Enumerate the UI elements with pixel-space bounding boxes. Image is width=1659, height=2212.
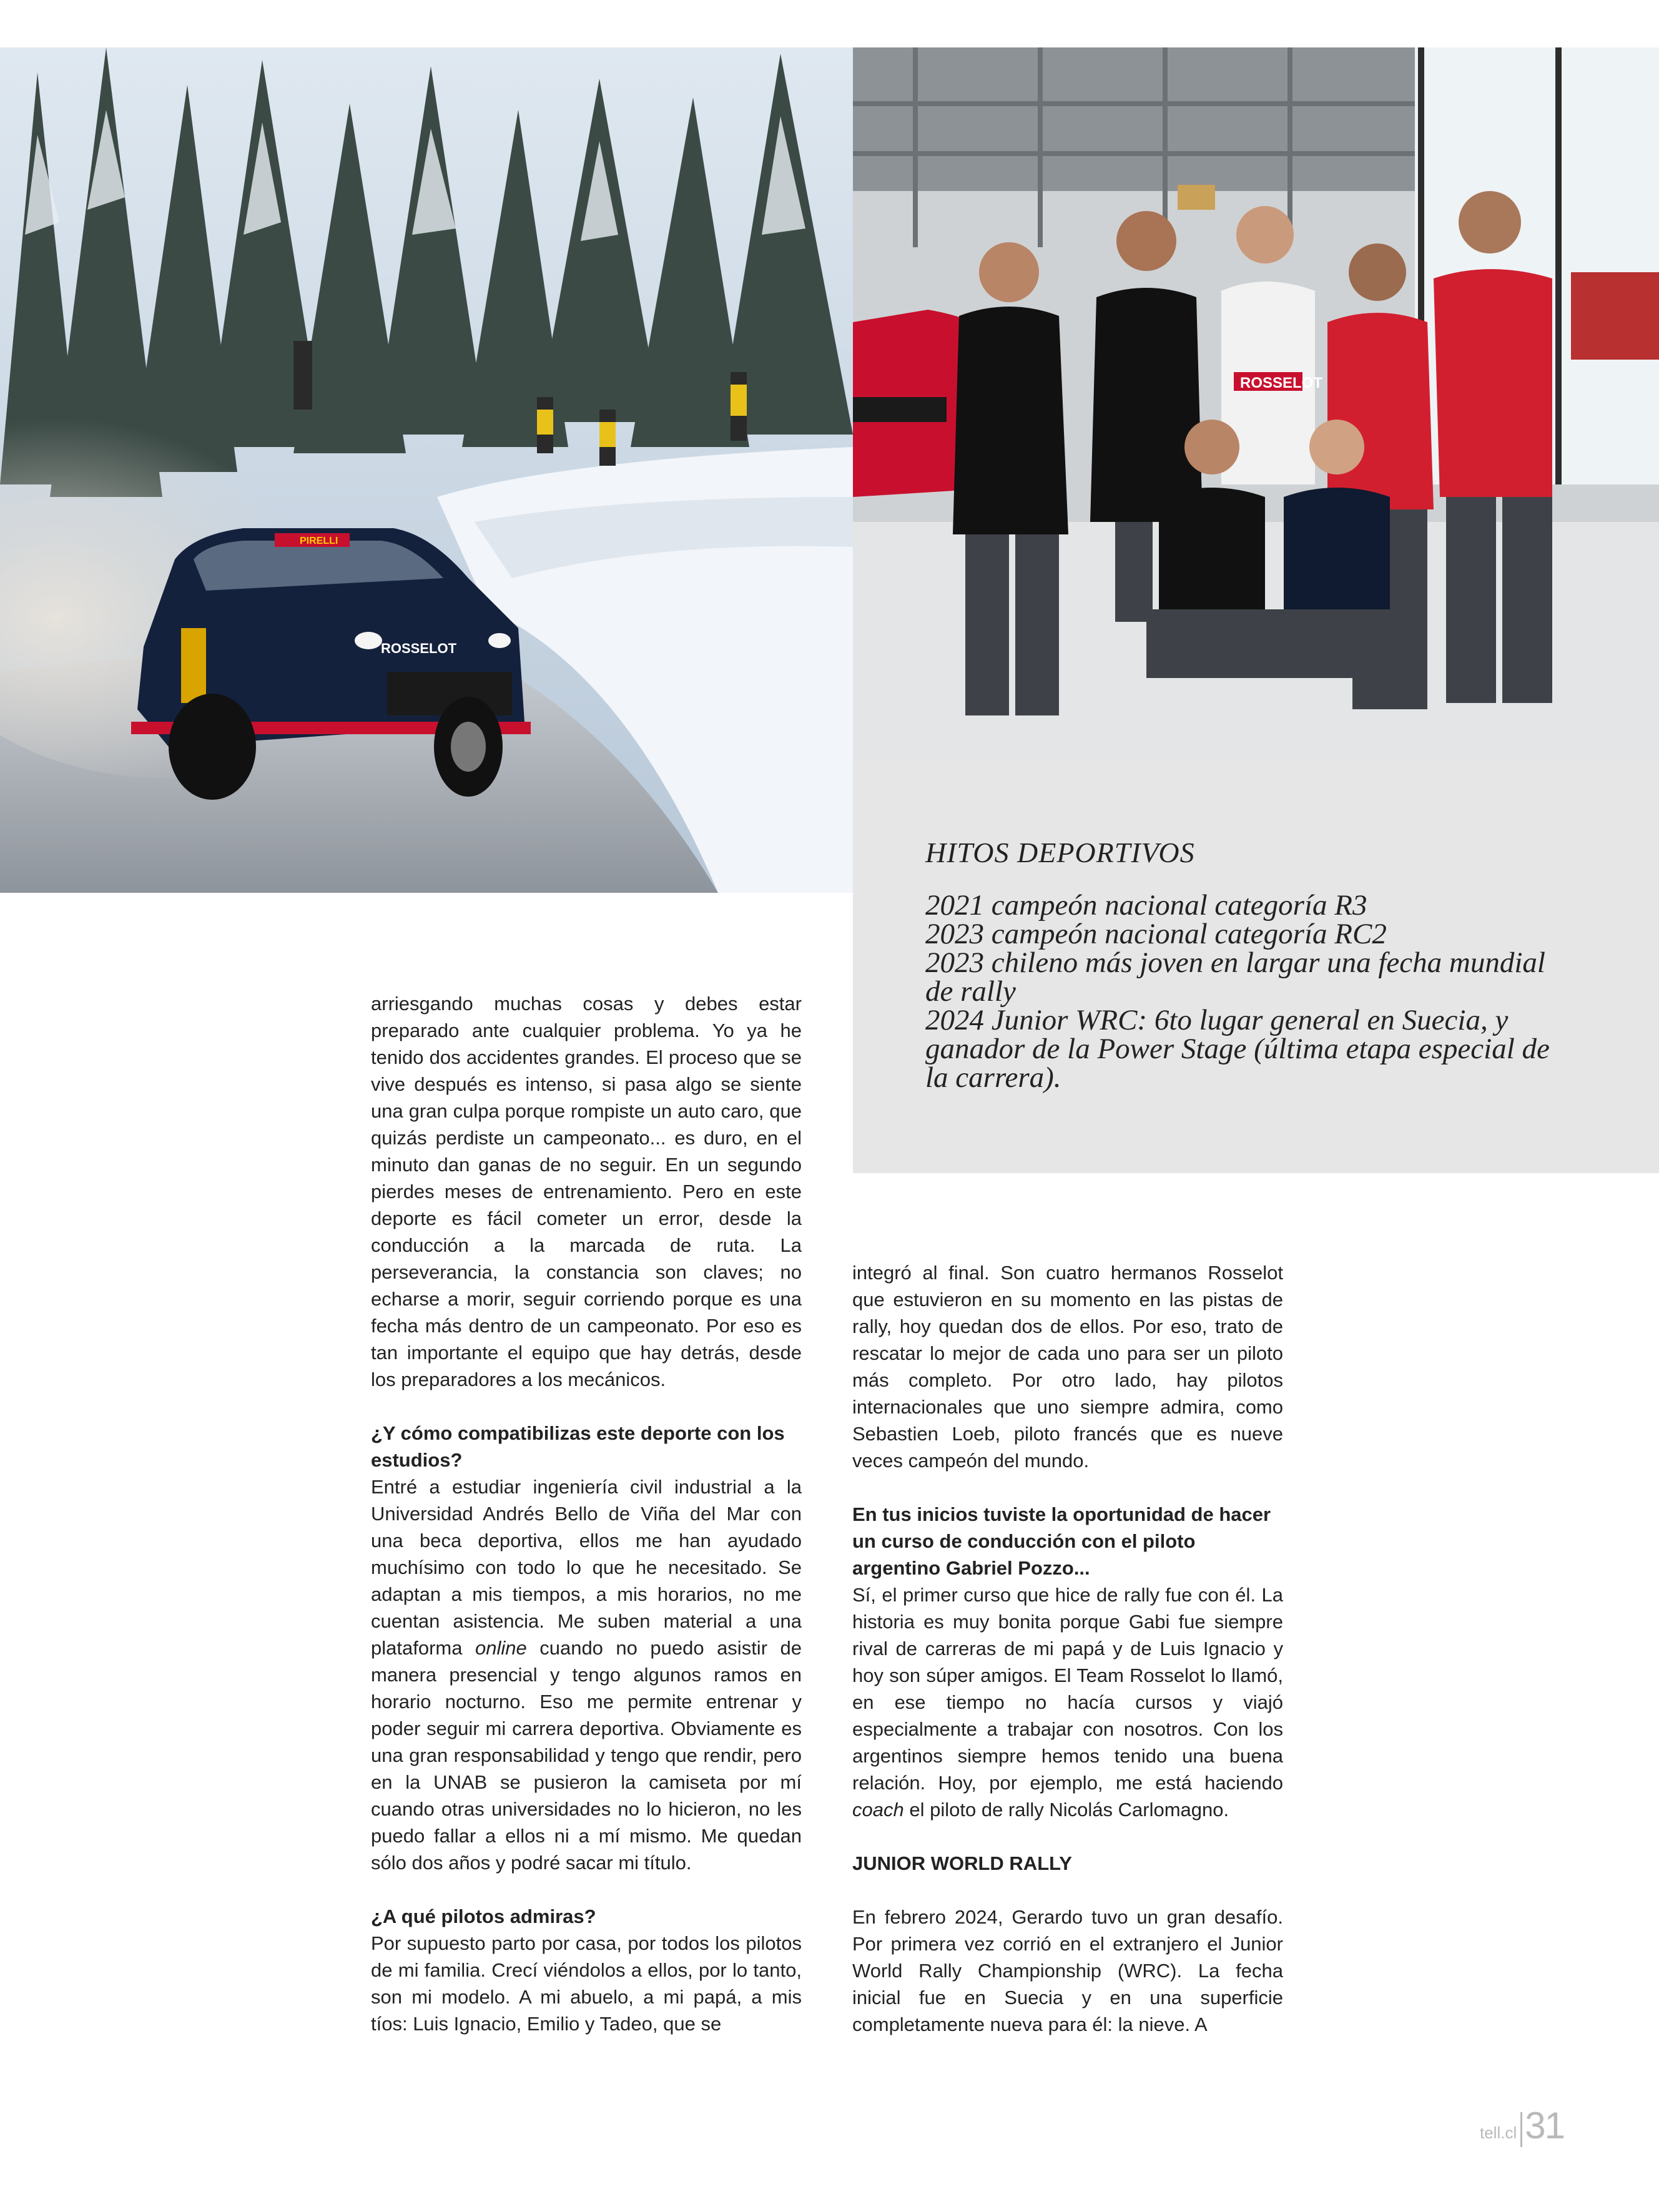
milestones-box (853, 761, 1659, 1173)
answer-emphasis: coach (852, 1799, 904, 1821)
footer-site: tell.cl (1480, 2123, 1517, 2142)
answer-text: cuando no puedo asistir de manera presencial y tengo algunos ramos en horario nocturno. Eso me permite entrenar y poder seguir mi carrera deportiva. Obviamente es una gran responsabilidad y tengo que rendir, pero en la UNAB se pusieron la camiseta por mí cuando otras universidades no lo hicieron, no les puedo fallar a ellos ni a mí mismo. Me quedan sólo dos años y podré sacar mi título. (371, 1637, 802, 1874)
milestones-title: HITOS DEPORTIVOS (925, 837, 1195, 868)
milestone-item: 2021 campeón nacional categoría R3 (925, 889, 1367, 922)
rally-car-photo (0, 47, 853, 893)
paragraph: integró al final. Son cuatro hermanos Rosselot que estuvieron en su momento en las pistas de rally, hoy quedan dos de ellos. Por eso, trato de rescatar lo mejor de cada uno para ser un piloto más completo. Por otro lado, hay pilotos internacionales que uno siempre admira, como Sebastien Loeb, piloto francés que es nueve veces campeón del mundo. (852, 1262, 1283, 1472)
interview-question: En tus inicios tuviste la oportunidad de hacer un curso de conducción con el piloto argentino Gabriel Pozzo... (852, 1503, 1271, 1579)
page-footer (1480, 2104, 1564, 2147)
interview-answer: Por supuesto parto por casa, por todos los pilotos de mi familia. Crecí viéndolos a ellos, por lo tanto, son mi modelo. A mi abuelo, a mi papá, a mis tíos: Luis Ignacio, Emilio y Tadeo, que se (371, 1932, 802, 2035)
answer-emphasis: online (475, 1637, 527, 1659)
team-banner-text: ROSSELOT (1240, 375, 1323, 391)
answer-text: Entré a estudiar ingeniería civil industrial a la Universidad Andrés Bello de Viña del Mar con una beca deportiva, ellos me han ayudado muchísimo con todo lo que he necesitado. Se adaptan a mis tiempos, a mis horarios, no me cuentan asistencia. Me suben material a una plataforma (371, 1476, 802, 1659)
interview-answer (852, 1581, 1283, 1823)
interview-answer (371, 1473, 802, 1876)
team-photo (853, 47, 1659, 761)
milestone-item: 2023 chileno más joven en largar una fecha mundial de rally (925, 946, 1545, 1008)
page-number: 31 (1525, 2105, 1564, 2146)
car-sponsor-text: ROSSELOT (381, 641, 457, 656)
milestone-item: 2024 Junior WRC: 6to lugar general en Suecia, y ganador de la Power Stage (última etapa especial de la carrera). (925, 1004, 1550, 1094)
interview-question: ¿Y cómo compatibilizas este deporte con los estudios? (371, 1422, 785, 1471)
roof-tire-brand: PIRELLI (300, 536, 338, 546)
paragraph: En febrero 2024, Gerardo tuvo un gran desafío. Por primera vez corrió en el extranjero el Junior World Rally Championship (WRC). La fecha inicial fue en Suecia y en una superficie completamente nueva para él: la nieve. A (852, 1906, 1283, 2035)
answer-text: el piloto de rally Nicolás Carlomagno. (909, 1799, 1229, 1821)
interview-question: ¿A qué pilotos admiras? (371, 1905, 596, 1927)
milestone-item: 2023 campeón nacional categoría RC2 (925, 918, 1387, 950)
section-heading: JUNIOR WORLD RALLY (852, 1852, 1072, 1874)
footer-divider (1520, 2112, 1522, 2147)
right-text-column (852, 1259, 1283, 2038)
milestones-list (925, 891, 1575, 1092)
team-illustration (853, 47, 1659, 761)
answer-text: Sí, el primer curso que hice de rally fue con él. La historia es muy bonita porque Gabi fue siempre rival de carreras de mi papá y de Luis Ignacio y hoy son súper amigos. El Team Rosselot lo llamó, en ese tiempo no hacía cursos y viajó especialmente a trabajar con nosotros. Con los argentinos siempre hemos tenido una buena relación. Hoy, por ejemplo, me está haciendo (852, 1584, 1283, 1794)
rally-car-illustration (0, 47, 853, 893)
left-text-column (371, 990, 802, 2037)
paragraph: arriesgando muchas cosas y debes estar preparado ante cualquier problema. Yo ya he tenido dos accidentes grandes. El proceso que se vive después es intenso, si pasa algo se siente una gran culpa porque rompiste un auto caro, que quizás perdiste un campeonato... es duro, en el minuto dan ganas de no seguir. En un segundo pierdes meses de entrenamiento. Pero en este deporte es fácil cometer un error, desde la conducción a la marcada de ruta. La perseverancia, la constancia son claves; no echarse a morir, seguir corriendo porque es una fecha más dentro de un campeonato. Por eso es tan importante el equipo que hay detrás, desde los preparadores a los mecánicos. (371, 993, 802, 1390)
